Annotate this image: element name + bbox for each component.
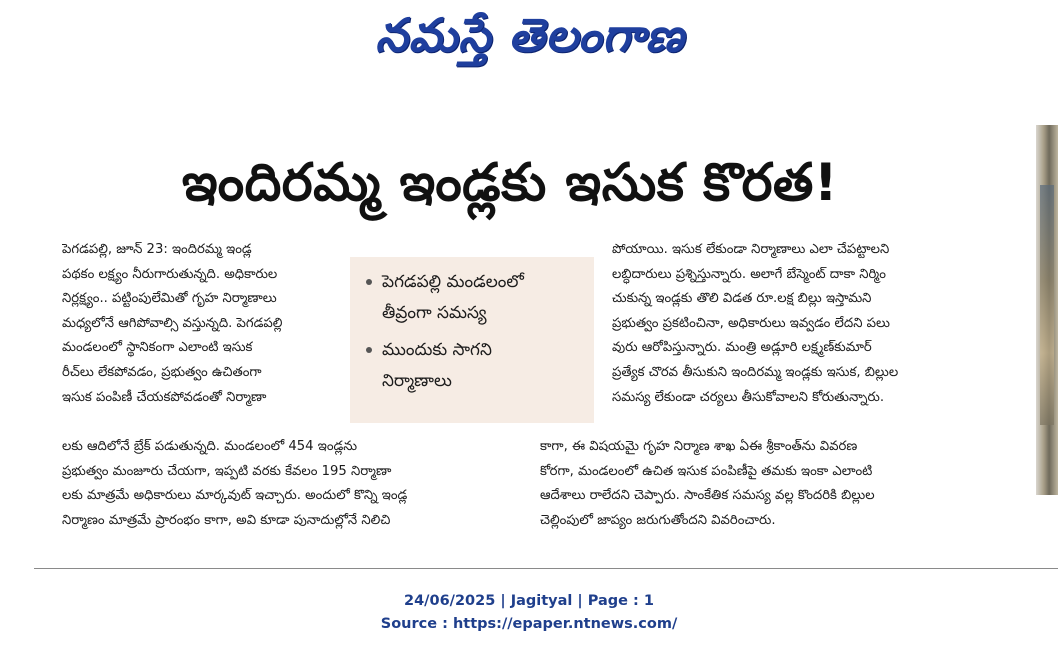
body-line: పథకం లక్ష్యం నీరుగారుతున్నది. అధికారుల bbox=[62, 266, 278, 282]
highlight-line: పెగడపల్లి మండలంలో bbox=[382, 272, 524, 292]
footer-source: Source : https://epaper.ntnews.com/ bbox=[380, 616, 678, 632]
highlight-line: తీవ్రంగా సమస్య bbox=[382, 303, 487, 323]
article-column-1 bbox=[62, 238, 352, 410]
highlight-item bbox=[360, 335, 584, 397]
body-line: కోరగా, మండలంలో ఉచిత ఇసుక పంపిణీపై తమకు ఇంకా ఎలాంటి bbox=[540, 463, 873, 479]
body-line: చెల్లింపులో జాప్యం జరుగుతోందని వివరించారు. bbox=[540, 512, 776, 528]
bullet-icon bbox=[366, 279, 372, 285]
body-line: చుకున్న ఇండ్లకు తొలి విడత రూ.లక్ష బిల్లు ఇస్తామని bbox=[612, 291, 872, 307]
highlight-line: నిర్మాణాలు bbox=[382, 371, 452, 391]
body-line: ఇసుక పంపిణీ చేయకపోవడంతో నిర్మాణా bbox=[62, 389, 267, 405]
article-column-2-bottom bbox=[540, 435, 1010, 533]
body-line: లబ్ధిదారులు ప్రశ్నిస్తున్నారు. అలాగే బేస్మెంట్ దాకా నిర్మిం bbox=[612, 266, 886, 282]
body-line: కాగా, ఈ విషయమై గృహ నిర్మాణ శాఖ ఏఈ శ్రీకాంత్‌ను వివరణ bbox=[540, 439, 858, 454]
body-line: పెగడపల్లి, జూన్ 23: ఇందిరమ్మ ఇండ్ల bbox=[62, 242, 252, 257]
body-line: ప్రత్యేక చొరవ తీసుకుని ఇందిరమ్మ ఇండ్లకు ఇసుక, బిల్లుల bbox=[612, 364, 899, 380]
body-line: మధ్యలోనే ఆగిపోవాల్సి వస్తున్నది. పెగడపల్లి bbox=[62, 315, 283, 331]
footer-dateline: 24/06/2025 | Jagityal | Page : 1 bbox=[404, 593, 654, 609]
body-line: లకు మాత్రమే అధికారులు మార్కవుట్ ఇచ్చారు. అందులో కొన్ని ఇండ్ల bbox=[62, 488, 408, 504]
adjacent-photo-edge bbox=[1036, 125, 1058, 495]
body-line: నిర్మాణం మాత్రమే ప్రారంభం కాగా, అవి కూడా పునాదుల్లోనే నిలిచి bbox=[62, 512, 391, 528]
masthead-title: నమస్తే తెలంగాణ bbox=[375, 8, 685, 62]
highlight-box bbox=[350, 257, 594, 423]
masthead-logo bbox=[320, 6, 740, 76]
bullet-icon bbox=[366, 347, 372, 353]
highlight-item bbox=[360, 267, 584, 329]
body-line: రీచ్‌లు లేకపోవడం, ప్రభుత్వం ఉచితంగా bbox=[62, 364, 262, 380]
body-line: పోయాయి. ఇసుక లేకుండా నిర్మాణాలు ఎలా చేపట్టాలని bbox=[612, 242, 890, 257]
article-column-2 bbox=[612, 238, 1010, 410]
body-line: మండలంలో స్థానికంగా ఎలాంటి ఇసుక bbox=[62, 340, 253, 356]
article-headline bbox=[30, 150, 990, 228]
highlight-line: ముందుకు సాగని bbox=[382, 340, 492, 360]
body-line: ప్రభుత్వం మంజూరు చేయగా, ఇప్పటి వరకు కేవలం 195 నిర్మాణా bbox=[62, 463, 392, 479]
body-line: సమస్య లేకుండా చర్యలు తీసుకోవాలని కోరుతున్నారు. bbox=[612, 389, 885, 405]
body-line: ప్రభుత్వం ప్రకటించినా, అధికారులు ఇవ్వడం లేదని పలు bbox=[612, 315, 890, 331]
photo-detail bbox=[1040, 185, 1054, 425]
body-line: ఆదేశాలు రాలేదని చెప్పారు. సాంకేతిక సమస్య వల్ల కొందరికి బిల్లుల bbox=[540, 488, 875, 504]
headline-text: ఇందిరమ్మ ఇండ్లకు ఇసుక కొరత! bbox=[181, 152, 839, 213]
article-column-1-bottom bbox=[62, 435, 512, 533]
body-line: నిర్లక్ష్యం.. పట్టింపులేమితో గృహ నిర్మాణాలు bbox=[62, 291, 277, 307]
body-line: లకు ఆదిలోనే బ్రేక్ పడుతున్నది. మండలంలో 454 ఇండ్లను bbox=[62, 439, 358, 454]
footer-divider bbox=[34, 568, 1058, 569]
body-line: వురు ఆరోపిస్తున్నారు. మంత్రి అడ్లూరి లక్ష్మణ్‌కుమార్ bbox=[612, 340, 872, 356]
